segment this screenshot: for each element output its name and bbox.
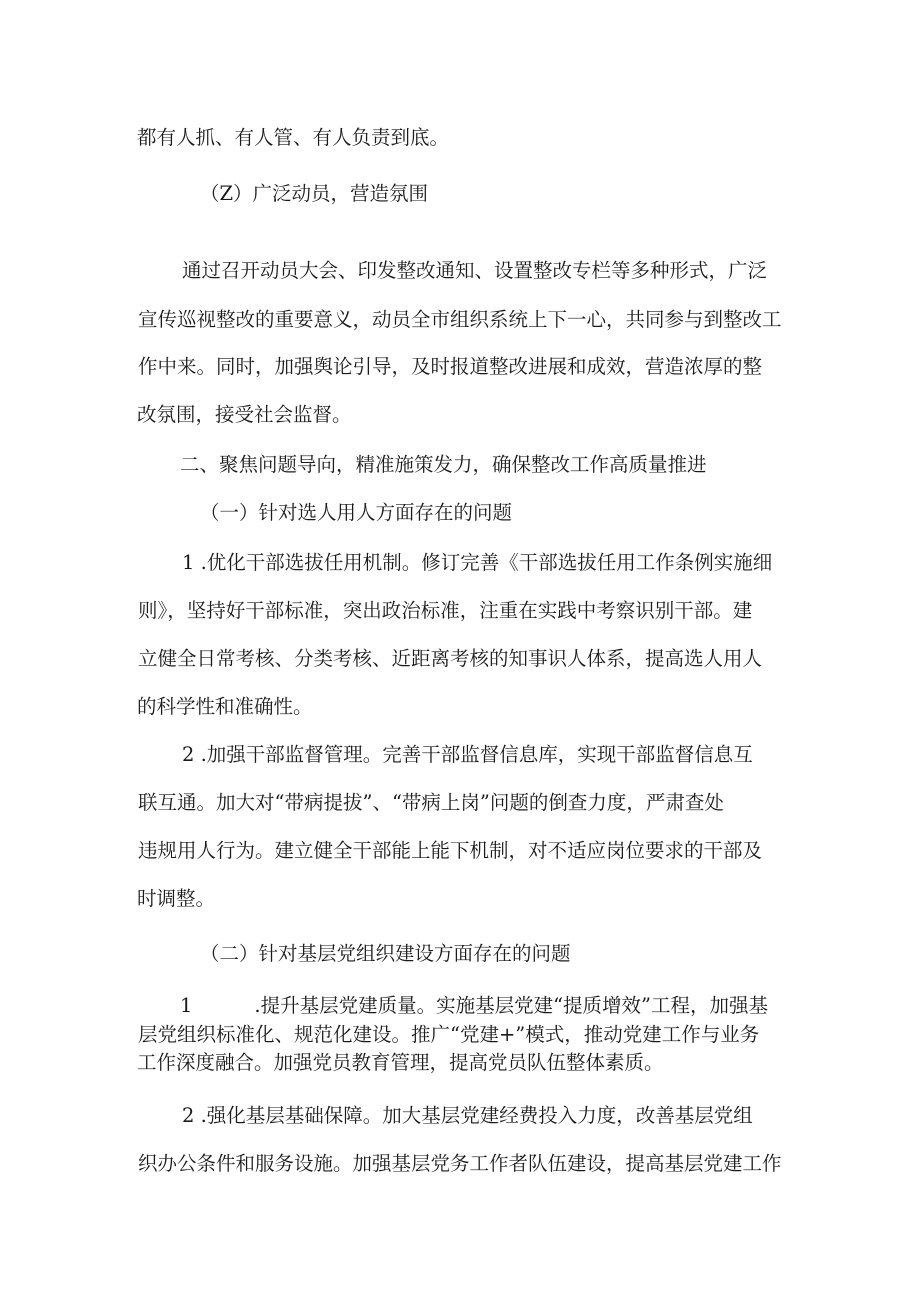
paragraph-line: 则》，坚持好干部标准，突出政治标准，注重在实践中考察识别干部。建: [138, 599, 753, 622]
chapter-heading: 二、聚焦问题导向，精准施策发力，确保整改工作高质量推进: [180, 453, 707, 476]
paragraph-line: 都有人抓、有人管、有人负责到底。: [137, 126, 450, 149]
paragraph-line: 时调整。: [137, 887, 216, 910]
paragraph-line: 立健全日常考核、分类考核、近距离考核的知事识人体系，提高选人用人: [138, 647, 763, 670]
paragraph-line: 工作深度融合。加强党员教育管理，提高党员队伍整体素质。: [137, 1051, 664, 1074]
paragraph-line: 作中来。同时，加强舆论引导，及时报道整改进展和成效，营造浓厚的整: [138, 355, 763, 378]
paragraph-line: 联互通。加大对“带病提拔”、“带病上岗”问题的倒查力度，严肃查处: [138, 791, 724, 814]
paragraph-line: 2 .强化基层基础保障。加大基层党建经费投入力度，改善基层党组: [182, 1104, 753, 1127]
paragraph-line: 宣传巡视整改的重要意义，动员全市组织系统上下一心，共同参与到整改工: [138, 308, 782, 331]
paragraph-line: 织办公条件和服务设施。加强基层党务工作者队伍建设，提高基层党建工作: [138, 1152, 782, 1175]
paragraph-line: 2 .加强干部监督管理。完善干部监督信息库，实现干部监督信息互: [182, 743, 753, 766]
paragraph-line: 违规用人行为。建立健全干部能上能下机制，对不适应岗位要求的干部及: [138, 839, 763, 862]
paragraph-line: 的科学性和准确性。: [137, 695, 313, 718]
paragraph-line: 改氛围，接受社会监督。: [137, 403, 352, 426]
paragraph-line: 1 .优化干部选拔任用机制。修订完善《干部选拔任用工作条例实施细: [182, 551, 773, 574]
paragraph-line: 层党组织标准化、规范化建设。推广“党建+”模式，推动党建工作与业务: [138, 1023, 760, 1046]
section-heading: （一）针对选人用人方面存在的问题: [200, 501, 513, 524]
paragraph-line: 1 .提升基层党建质量。实施基层党建“提质增效”工程，加强基: [180, 994, 769, 1017]
paragraph-line: 通过召开动员大会、印发整改通知、设置整改专栏等多种形式，广泛: [182, 259, 768, 282]
section-heading: （二）针对基层党组织建设方面存在的问题: [200, 942, 571, 965]
section-heading: （Z）广泛动员，营造氛围: [200, 182, 429, 205]
